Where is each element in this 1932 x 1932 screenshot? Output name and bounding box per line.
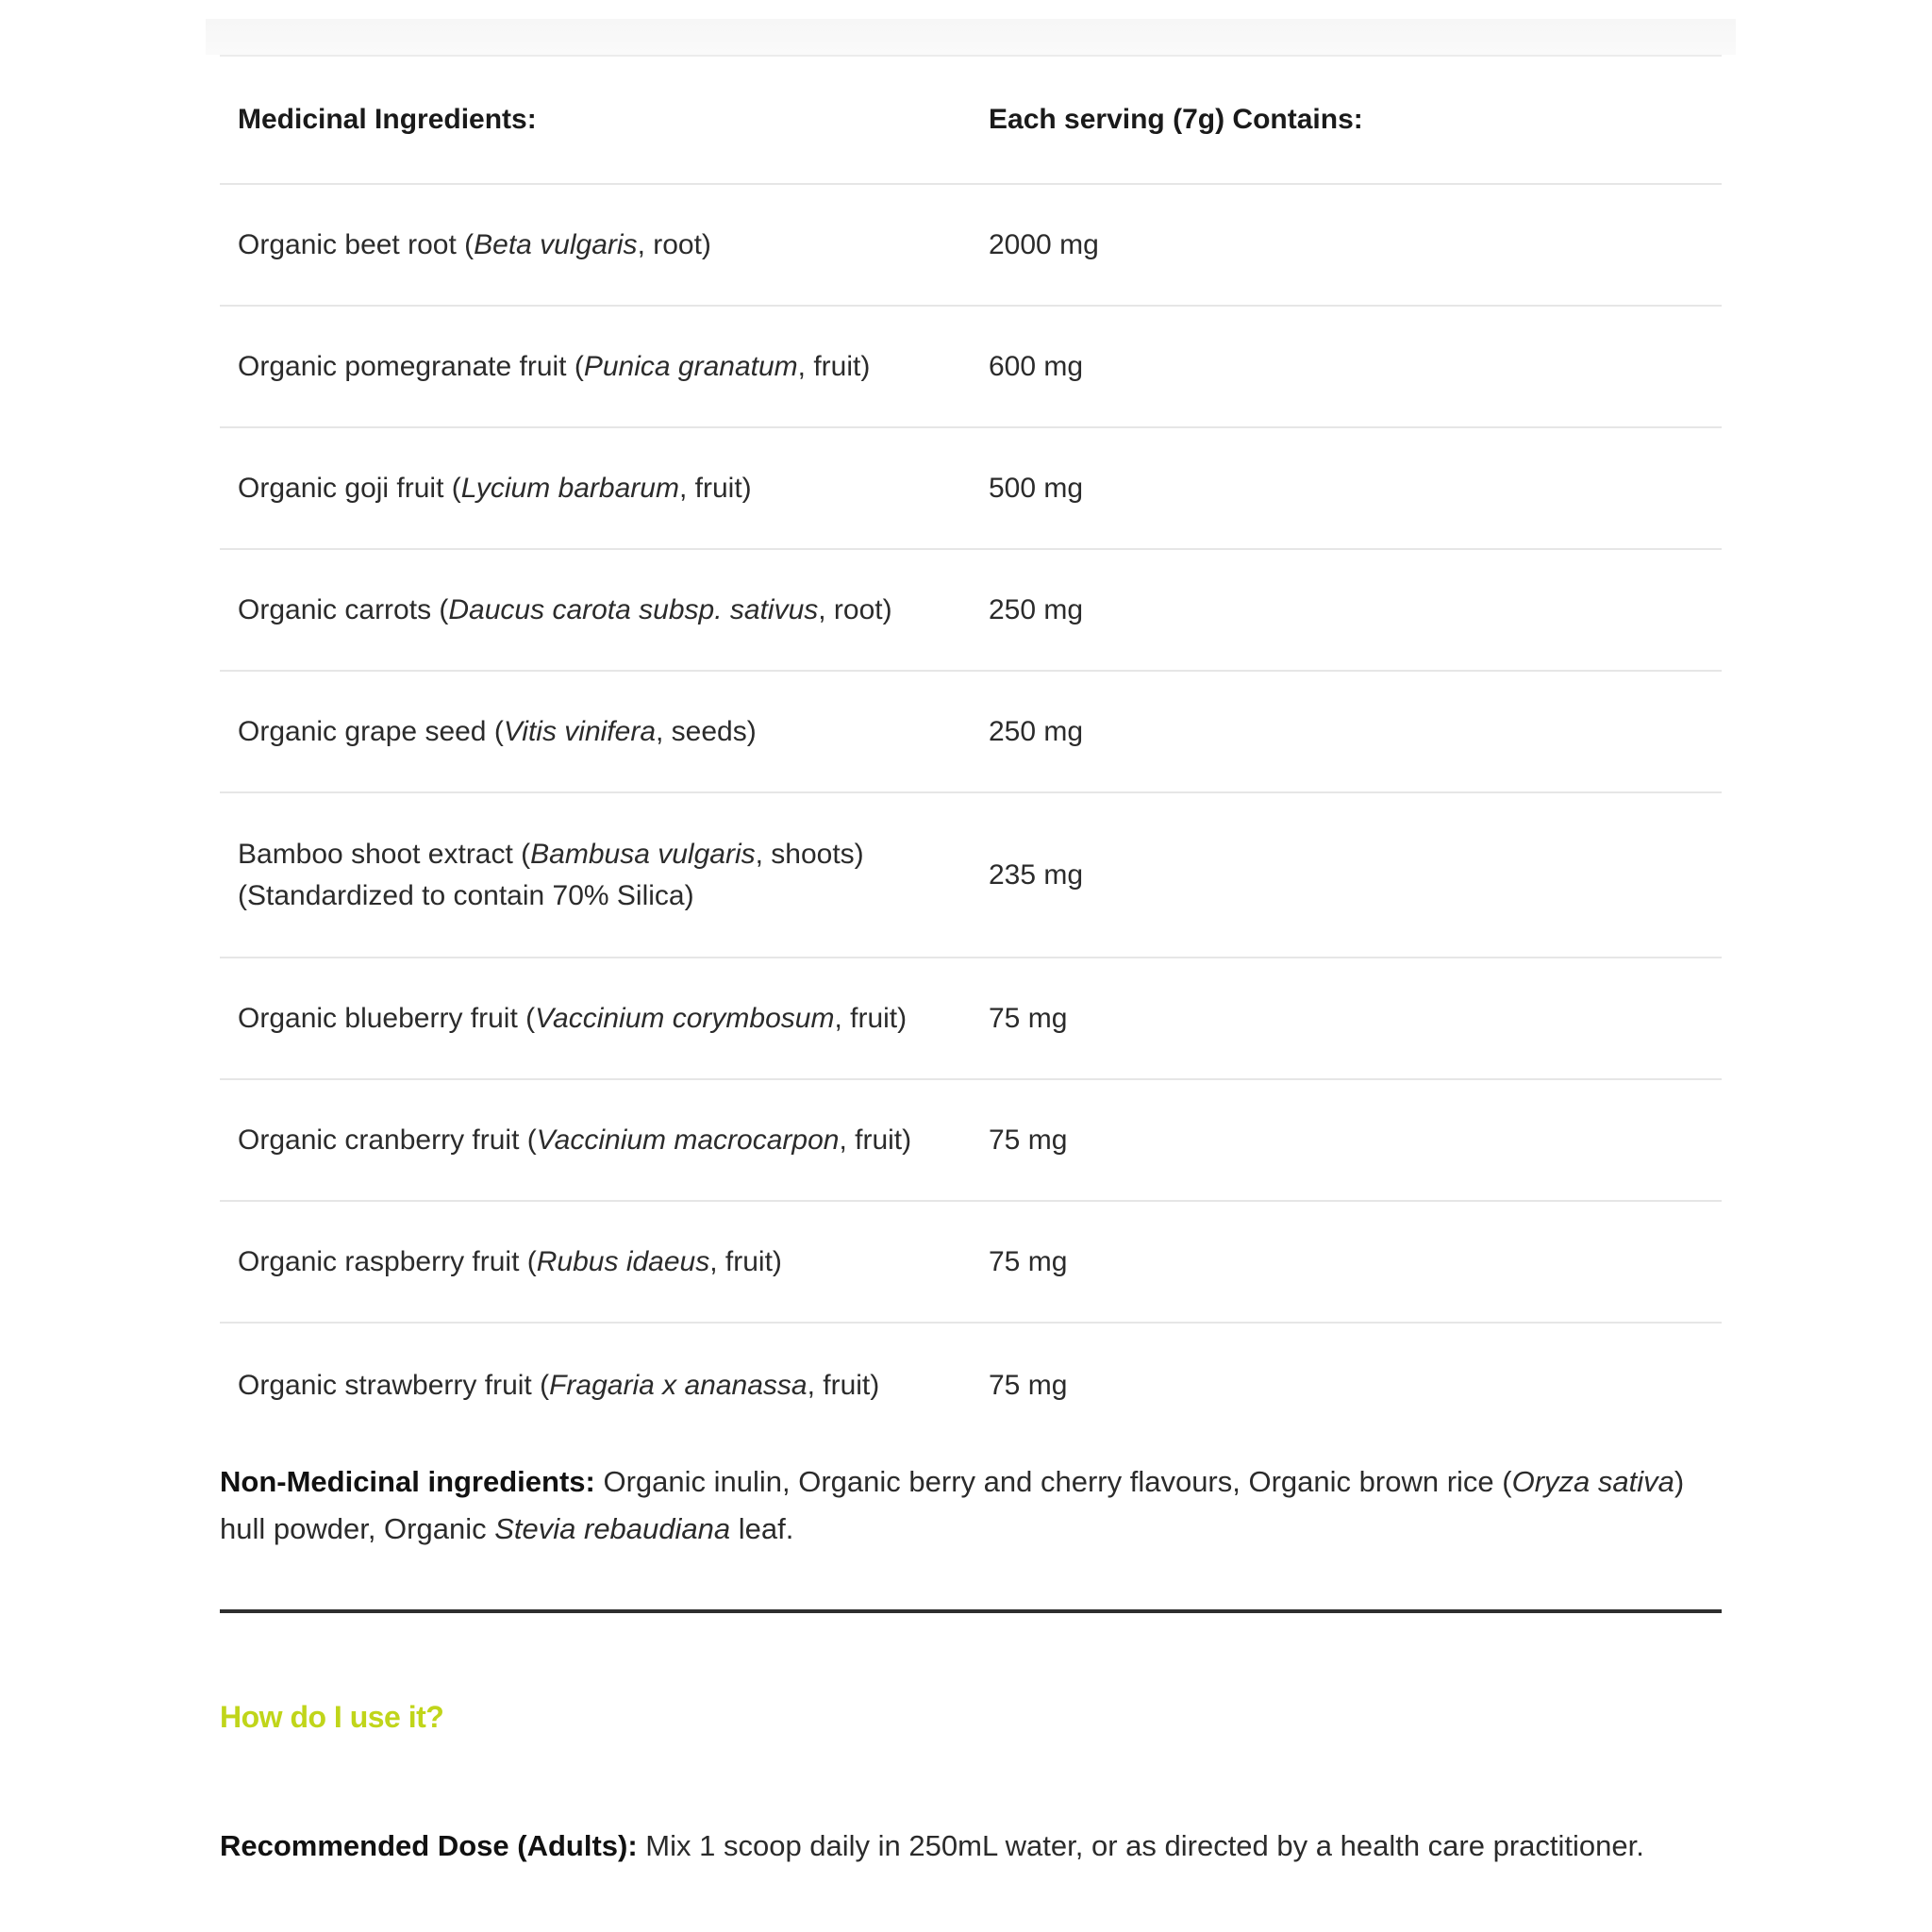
ingredient-part: , fruit) [678,472,752,504]
ingredient-name [220,184,971,306]
table-row [220,306,1722,427]
ingredient-latin-name: Bambusa vulgaris [530,838,756,870]
ingredient-name [220,1079,971,1201]
ingredient-latin-name: Rubus idaeus [536,1245,710,1277]
column-header-amount: Each serving (7g) Contains: [971,56,1722,184]
ingredient-amount: 75 mg [971,958,1722,1079]
table-header-row [220,56,1722,184]
section-divider [220,1609,1722,1613]
ingredient-common-name: Organic grape seed ( [238,715,504,747]
table-row [220,1323,1722,1447]
ingredients-table-body [220,184,1722,1447]
table-row [220,1201,1722,1323]
ingredient-common-name: Bamboo shoot extract ( [238,838,531,870]
ingredient-common-name: Organic cranberry fruit ( [238,1124,537,1156]
table-row [220,958,1722,1079]
ingredient-latin-name: Vitis vinifera [503,715,657,747]
ingredient-name [220,306,971,427]
non-medicinal-label: Non-Medicinal ingredients: [220,1465,595,1498]
ingredient-name [220,1323,971,1447]
ingredient-part: , root) [637,228,711,260]
table-row [220,549,1722,671]
ingredient-latin-name: Vaccinium macrocarpon [536,1124,840,1156]
table-row [220,427,1722,549]
ingredient-amount: 250 mg [971,671,1722,792]
table-row [220,184,1722,306]
ingredient-common-name: Organic pomegranate fruit ( [238,350,584,382]
table-row [220,792,1722,958]
ingredient-amount: 2000 mg [971,184,1722,306]
ingredient-part: , seeds) [656,715,757,747]
ingredient-latin-name: Beta vulgaris [474,228,638,260]
product-info-content [220,55,1722,1896]
table-row [220,1079,1722,1201]
ingredient-amount: 235 mg [971,792,1722,958]
non-medicinal-text: Organic inulin, Organic berry and cherry flavours, Organic brown rice ( [594,1465,1512,1498]
medicinal-ingredients-table [220,55,1722,1447]
ingredient-amount: 75 mg [971,1079,1722,1201]
ingredient-name [220,792,971,958]
ingredient-part: , fruit) [839,1124,912,1156]
ingredient-common-name: Organic beet root ( [238,228,475,260]
ingredient-latin-name: Vaccinium corymbosum [535,1002,835,1034]
recommended-dose-label: Recommended Dose (Adults): [220,1829,638,1862]
ingredient-name [220,671,971,792]
ingredient-name [220,549,971,671]
ingredient-name [220,1201,971,1323]
how-to-use-heading: How do I use it? [220,1700,444,1734]
non-medicinal-text: leaf. [730,1512,794,1545]
ingredient-part: , fruit) [797,350,871,382]
ingredient-common-name: Organic strawberry fruit ( [238,1369,550,1401]
ingredient-amount: 75 mg [971,1201,1722,1323]
ingredient-common-name: Organic raspberry fruit ( [238,1245,537,1277]
ingredient-part: , root) [818,593,892,625]
ingredient-part: , fruit) [834,1002,908,1034]
non-medicinal-latin-name: Stevia rebaudiana [494,1512,731,1545]
ingredient-latin-name: Lycium barbarum [460,472,679,504]
ingredient-part: , fruit) [807,1369,880,1401]
ingredient-latin-name: Daucus carota subsp. sativus [448,593,819,625]
non-medicinal-latin-name: Oryza sativa [1511,1465,1674,1498]
column-header-ingredient: Medicinal Ingredients: [220,56,971,184]
table-row [220,671,1722,792]
ingredient-name [220,427,971,549]
ingredient-name [220,958,971,1079]
recommended-dose-text: Mix 1 scoop daily in 250mL water, or as directed by a health care practitioner. [637,1829,1644,1862]
ingredient-amount: 250 mg [971,549,1722,671]
ingredient-common-name: Organic goji fruit ( [238,472,461,504]
ingredient-amount: 500 mg [971,427,1722,549]
top-band [206,19,1736,55]
non-medicinal-text: ) hull powder, Organic [220,1465,1685,1545]
ingredient-amount: 75 mg [989,1369,1068,1401]
non-medicinal-ingredients [220,1458,1722,1553]
ingredient-part: , shoots) [755,838,864,870]
ingredient-note: (Standardized to contain 70% Silica) [238,879,694,911]
ingredient-latin-name: Punica granatum [583,350,798,382]
ingredient-common-name: Organic blueberry fruit ( [238,1002,536,1034]
recommended-dose [220,1825,1722,1867]
ingredient-amount: 600 mg [971,306,1722,427]
ingredient-part: , fruit) [709,1245,782,1277]
ingredient-latin-name: Fragaria x ananassa [549,1369,808,1401]
ingredient-common-name: Organic carrots ( [238,593,449,625]
